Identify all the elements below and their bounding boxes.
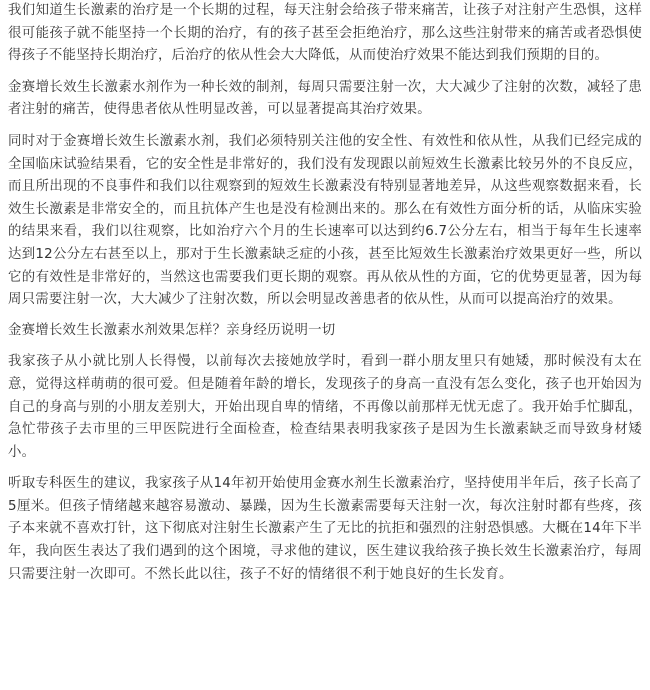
story-paragraph: 听取专科医生的建议，我家孩子从14年初开始使用金赛水剂生长激素治疗，坚持使用半年后，孩子长高了5厘米。但孩子情绪越来越容易激动、暴躁，因为生长激素需要每天注射一次，每次注射时都有些疼，孩子本来就不喜欢打针，这下彻底对注射生长激素产生了无比的抗拒和强烈的注射恐惧感。大概在14年下半年，我向医生表达了我们遇到的这个困境，寻求他的建议，医生建议我给孩子换长效生长激素治疗，每周只需要注射一次即可。不然长此以往，孩子不好的情绪很不利于她良好的生长发育。 — [8, 476, 642, 582]
article-paragraph: 金赛增长效生长激素水剂作为一种长效的制剂，每周只需要注射一次，大大减少了注射的次数，减轻了患者注射的痛苦，使得患者依从性明显改善，可以显著提高其治疗效果。 — [8, 79, 642, 118]
article-paragraph: 同时对于金赛增长效生长激素水剂，我们必须特别关注他的安全性、有效性和依从性，从我们已经完成的全国临床试验结果看，它的安全性是非常好的，我们没有发现跟以前短效生长激素比较另外的不良反应，而且所出现的不良事件和我们以往观察到的短效生长激素没有特别显著地差异，从这些观察数据来看，长效生长激素是非常安全的，而且抗体产生也是没有检测出来的。那么在有效性方面分析的话，从临床实验的结果来看，我们以往观察，比如治疗六个月的生长速率可以达到约6.7公分左右，相当于每年生长速率达到12公分左右甚至以上，那对于生长激素缺乏症的小孩，甚至比短效生长激素治疗效果更好一些，所以它的有效性是非常好的，当然这也需要我们更长期的观察。再从依从性的方面，它的优势更显著，因为每周只需要注射一次，大大减少了注射次数，所以会明显改善患者的依从性，从而可以提高治疗的效果。 — [8, 133, 642, 308]
story-paragraph: 我家孩子从小就比别人长得慢，以前每次去接她放学时，看到一群小朋友里只有她矮，那时候没有太在意，觉得这样萌萌的很可爱。但是随着年龄的增长，发现孩子的身高一直没有怎么变化，孩子也开始因为自己的身高与别的小朋友差别大，开始出现自卑的情绪，不再像以前那样无忧无虑了。我开始手忙脚乱，急忙带孩子去市里的三甲医院进行全面检查，检查结果表明我家孩子是因为生长激素缺乏而导致身材矮小。 — [8, 354, 642, 460]
section-heading: 金赛增长效生长激素水剂效果怎样？亲身经历说明一切 — [8, 322, 336, 338]
article-paragraph: 我们知道生长激素的治疗是一个长期的过程，每天注射会给孩子带来痛苦，让孩子对注射产生恐惧，这样很可能孩子就不能坚持一个长期的治疗，有的孩子甚至会拒绝治疗，那么这些注射带来的痛苦或者恐惧使得孩子不能坚持长期治疗，后治疗的依从性会大大降低，从而使治疗效果不能达到我们预期的目的。 — [8, 3, 642, 64]
